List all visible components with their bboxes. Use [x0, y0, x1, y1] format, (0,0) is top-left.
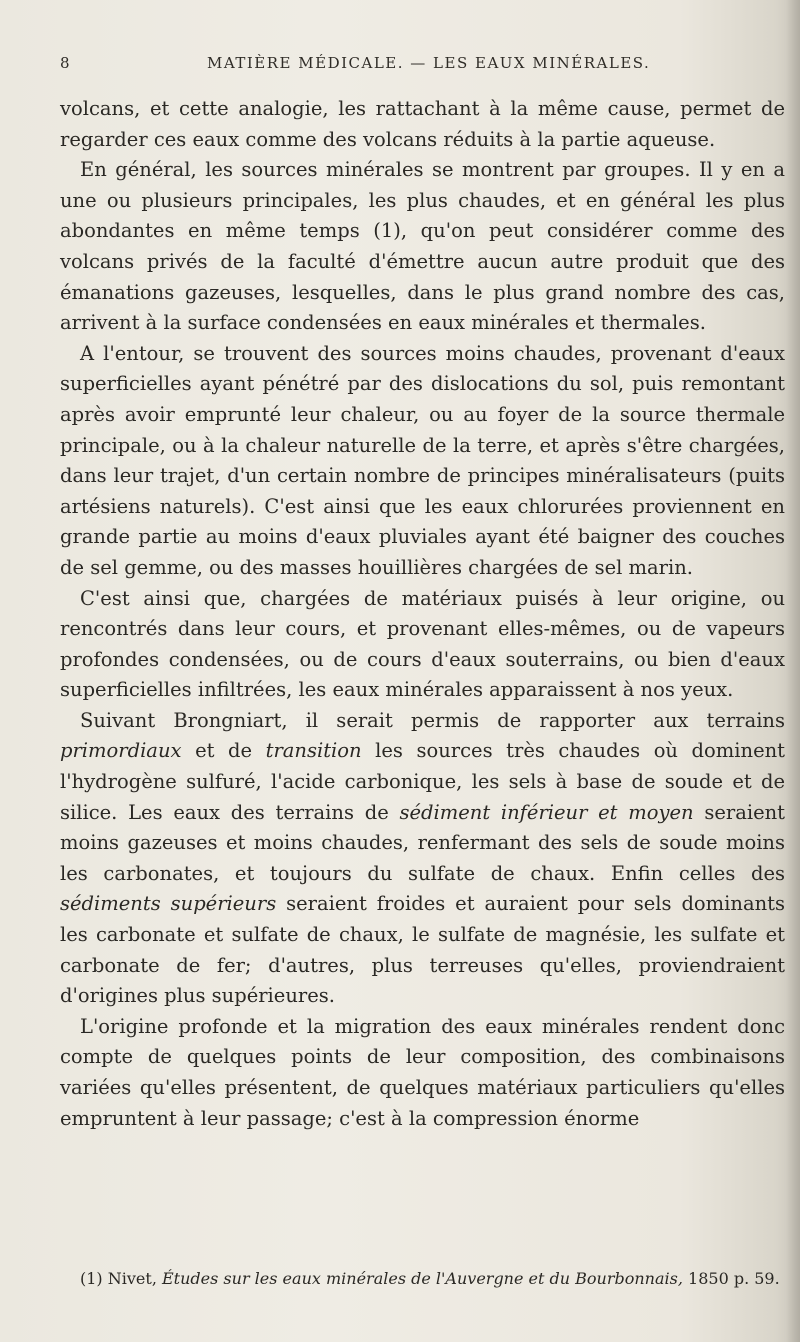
text-run: C'est ainsi que, chargées de matériaux puisés à leur origine, ou rencontrés dans leur cours, et provenant elles-mêmes, ou de vapeurs profondes condensées, ou de cours d'eaux souterrains, ou bien d'eaux superficielles infiltrées, les eaux minérales apparaissent à nos yeux. — [60, 586, 785, 702]
text-run: L'origine profonde et la migration des eaux minérales rendent donc compte de quelques points de leur composition, des combinaisons variées qu'elles présentent, de quelques matériaux particuliers qu'elles empruntent à leur passage; c'est à la compression énorme — [60, 1014, 785, 1130]
text-run: seraient froides et auraient pour sels dominants les carbonate et sulfate de chaux, le sulfate de magnésie, les sulfate et carbonate de fer; d'autres, plus terreuses qu'elles, proviendraient d'origines plus supérieures. — [60, 892, 785, 1008]
body-text — [60, 94, 785, 1134]
footnote — [60, 1267, 785, 1291]
page-number: 8 — [60, 54, 72, 72]
page-edge-shadow — [786, 0, 800, 1342]
text-run: Suivant Brongniart, il serait permis de rapporter aux terrains — [80, 708, 785, 732]
text-run: En général, les sources minérales se montrent par groupes. Il y en a une ou plusieurs principales, les plus chaudes, et en général les plus abondantes en même temps (1), qu'on peut considérer comme des volcans privés de la faculté d'émettre aucun autre produit que des émanations gazeuses, lesquelles, dans le plus grand nombre des cas, arrivent à la surface condensées en eaux minérales et thermales. — [60, 158, 785, 335]
footnote-details: 1850 p. 59. — [688, 1269, 780, 1288]
paragraph — [60, 584, 785, 706]
italic-text: primordiaux — [60, 739, 182, 763]
italic-text: sédiment inférieur et moyen — [399, 800, 694, 824]
paragraph — [60, 94, 785, 155]
text-run: volcans, et cette analogie, les rattachant à la même cause, permet de regarder ces eaux comme des volcans réduits à la partie aqueuse. — [60, 97, 785, 151]
paragraph — [60, 706, 785, 1012]
text-run: les sources très chaudes où dominent l'hydrogène sulfuré, l'acide carbonique, les sels à base de soude et de silice. Les eaux des terrains de — [60, 739, 785, 824]
running-title: MATIÈRE MÉDICALE. — LES EAUX MINÉRALES. — [207, 54, 651, 72]
text-run: A l'entour, se trouvent des sources moins chaudes, provenant d'eaux superficielles ayant pénétré par des dislocations du sol, puis remontant après avoir emprunté leur chaleur, ou au foyer de la source thermale principale, ou à la chaleur naturelle de la terre, et après s'être chargées, dans leur trajet, d'un certain nombre de principes minéralisateurs (puits artésiens naturels). C'est ainsi que les eaux chlorurées proviennent en grande partie au moins d'eaux pluviales ayant été baigner des couches de sel gemme, ou des masses houillières chargées de sel marin. — [60, 341, 785, 579]
paragraph — [60, 155, 785, 339]
footnote-work-title: Études sur les eaux minérales de l'Auvergne et du Bourbonnais, — [162, 1269, 683, 1288]
paragraph — [60, 1012, 785, 1134]
footnote-marker: (1) — [80, 1269, 103, 1288]
italic-text: sédiments supérieurs — [60, 892, 277, 916]
text-run: seraient moins gazeuses et moins chaudes, renfermant des sels de soude moins les carbonates, et toujours du sulfate de chaux. Enfin celles des — [60, 800, 786, 885]
text-run: et de — [181, 739, 266, 763]
footnote-author: Nivet, — [107, 1269, 157, 1288]
paragraph — [60, 339, 785, 584]
italic-text: transition — [265, 739, 362, 763]
